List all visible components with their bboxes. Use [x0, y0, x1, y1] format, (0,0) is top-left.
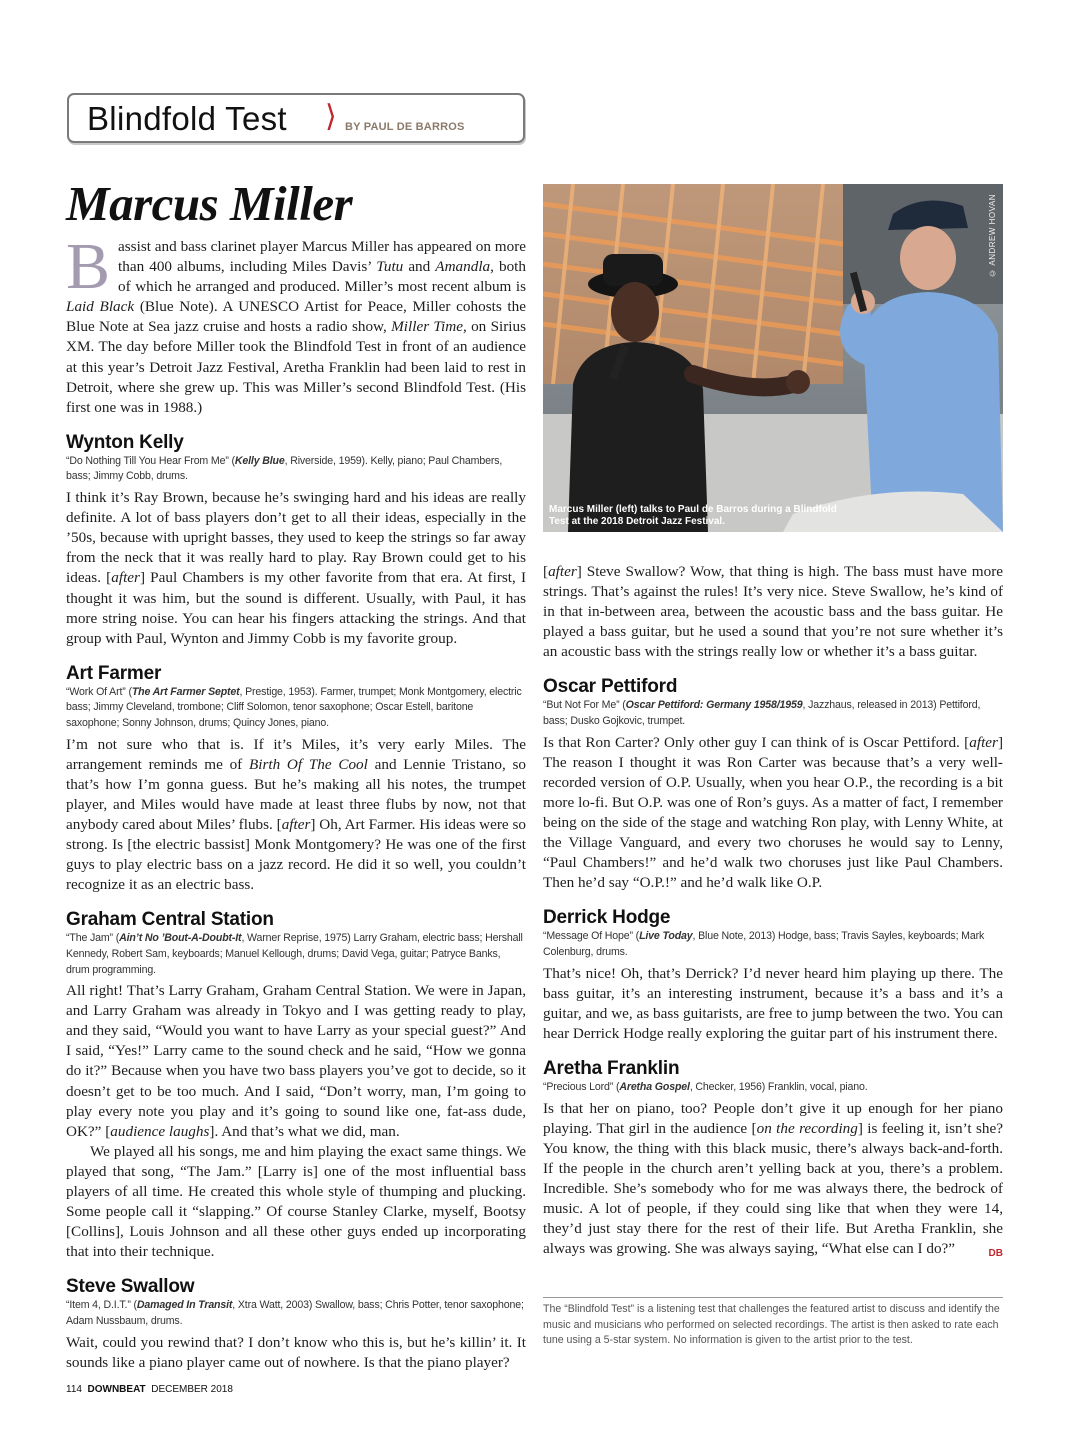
- recording-credit: “But Not For Me” (Oscar Pettiford: Germany 1958/1959, Jazzhaus, released in 2013) Pettiford, bass; Dusko Gojkovic, trumpet.: [543, 699, 981, 728]
- section-heading: Art Farmer: [66, 662, 162, 684]
- end-mark: DB: [988, 1248, 1003, 1260]
- section-title: Blindfold Test: [87, 100, 287, 137]
- review-section: [543, 907, 1003, 1044]
- article-photo: [543, 184, 1003, 532]
- review-section: [66, 432, 526, 649]
- body-paragraph: That’s nice! Oh, that’s Derrick? I’d never heard him playing up there. The bass guitar, it’s an interesting instrument, because it’s a bass and it’s a guitar, and we, as bass guitarists, are free to jump between the two. You can hear Derrick Hodge really exploring the guitar part of his instrument there.: [543, 964, 1003, 1042]
- section-heading: Steve Swallow: [66, 1276, 195, 1298]
- body-paragraph: We played all his songs, me and him playing the exact same things. We played that song, “The Jam.” [Larry is] one of the most influential bass players of all time. He created this whole style of thumping and plucking. Some people call it “slapping.” Of course Stanley Clarke, myself, Bootsy [Collins], Louis Johnson and all these other guys ended up incorporating that into their technique.: [66, 1142, 526, 1261]
- body-paragraph: I think it’s Ray Brown, because he’s swinging hard and his ideas are really definite. A lot of bass players don’t get to all their ideas, especially in the ’50s, because with upright basses, they used to keep the strings so far away from the neck that it was really hard to play. Ray Brown could get to his ideas. [after] Paul Chambers is my other favorite from that era. At first, I thought it was him, but the sound is different. Usually, with Paul, it has more string noise. You can hear his fingers attacking the strings. And that group with Paul, Wynton and Jimmy Cobb is my favorite group.: [66, 489, 527, 647]
- intro-paragraph: [66, 230, 527, 418]
- review-section: [66, 663, 526, 896]
- photo-caption: Marcus Miller (left) talks to Paul de Barros during a Blindfold Test at the 2018 Detroit Jazz Festival.: [549, 504, 837, 527]
- right-column: [543, 562, 1003, 1264]
- section-heading: Oscar Pettiford: [543, 676, 678, 698]
- left-sections: [66, 432, 526, 1373]
- photo-credit: © ANDREW HOVAN: [988, 194, 997, 278]
- intro-text: assist and bass clarinet player Marcus Miller has appeared on more than 400 albums, including Miles Davis’ Tutu and Amandla, both of which he arranged and produced. Miller’s most recent album is Laid Black (Blue Note). A UNESCO Artist for Peace, Miller cohosts the Blue Note at Sea jazz cruise and hosts a radio show, Miller Time, on Sirius XM. The day before Miller took the Blindfold Test in front of an audience at this year’s Detroit Jazz Festival, Aretha Franklin had been laid to rest in Detroit, where she grew up. This was Miller’s second Blindfold Test. (His first one was in 1988.): [66, 238, 527, 416]
- magazine-name: DOWNBEAT: [87, 1384, 146, 1395]
- recording-credit: “Do Nothing Till You Hear From Me” (Kelly Blue, Riverside, 1959). Kelly, piano; Paul Chambers, bass; Jimmy Cobb, drums.: [66, 454, 503, 483]
- section-heading: Aretha Franklin: [543, 1057, 680, 1079]
- recording-credit: “Precious Lord” (Aretha Gospel, Checker, 1956) Franklin, vocal, piano.: [543, 1080, 868, 1093]
- body-paragraph: Is that her on piano, too? People don’t give it up enough for her piano playing. That girl in the audience [on the recording] is feeling it, isn’t she? You know, the thing with this black music, there’s always back-and-forth. If the people in the church aren’t yelling back at you, there’s a problem. Incredible. She’s somebody who for me was always there, the bedrock of music. A lot of people, if they could sing like that when they were 14, they’d just stay there for the rest of their life. But Aretha Franklin, she always was growing. She was always saying, “What else can I do?” DB: [543, 1099, 1003, 1260]
- review-section: [543, 676, 1003, 893]
- recording-credit: “Item 4, D.I.T.” (Damaged In Transit, Xtra Watt, 2003) Swallow, bass; Chris Potter, tenor saxophone; Adam Nussbaum, drums.: [66, 1299, 524, 1327]
- section-header: [67, 93, 525, 143]
- byline: BY PAUL DE BARROS: [345, 121, 465, 133]
- section-heading: Graham Central Station: [66, 909, 274, 931]
- dropcap: B: [66, 230, 111, 303]
- blindfold-test-note: The “Blindfold Test” is a listening test that challenges the featured artist to discuss and identify the music and musicians who performed on selected recordings. The artist is then asked to rate each tune using a 5-star system. No information is given to the artist prior to the test.: [543, 1297, 1003, 1349]
- body-paragraph: Is that Ron Carter? Only other guy I can think of is Oscar Pettiford. [after] The reason I thought it was Ron Carter was because that’s a very well-recorded version of O.P. Usually, when you hear O.P., the recording is a bit more lo-fi. But O.P. was one of Ron’s guys. As a matter of fact, I remember being on the side of the stage and watching Ron play, with Lenny White, at the Village Vanguard, and every two choruses he would say to Lenny, “Paul Chambers!” and he’d walk two choruses just like Paul Chambers. Then he’d say “O.P.!” and he’d walk like O.P.: [543, 733, 1003, 892]
- chevron-right-icon: ⟩: [325, 100, 337, 133]
- section-heading: Derrick Hodge: [543, 907, 671, 929]
- review-section: [543, 1058, 1003, 1259]
- recording-credit: “The Jam” (Ain’t No ’Bout-A-Doubt-It, Warner Reprise, 1975) Larry Graham, electric bass; Hershall Kennedy, Robert Sam, keyboards; Manuel Kellough, drums; David Vega, guitar; Patryce Banks, drum programming.: [66, 932, 523, 976]
- issue-date: DECEMBER 2018: [151, 1384, 233, 1395]
- swallow-continued: [after] Steve Swallow? Wow, that thing is high. The bass must have more strings. That’s against the rules! It’s very nice. Steve Swallow, he’s kind of in that in-between area, between the acoustic bass and the bass guitar. He played a bass guitar, but he used a sound that you’re not sure whether it’s an acoustic bass with the strings really low or whether it’s a bass guitar.: [543, 563, 1003, 661]
- article-title: Marcus Miller: [66, 176, 353, 231]
- right-sections: [543, 676, 1003, 1259]
- photo-image: [543, 184, 1003, 532]
- left-column: [66, 176, 526, 1373]
- review-section: [66, 1276, 526, 1372]
- body-paragraph: I’m not sure who that is. If it’s Miles, it’s very early Miles. The arrangement reminds me of Birth Of The Cool and Lennie Tristano, so that’s how I’m gonna guess. But he’s making all his notes, the trumpet player, and Miles would have made at least three flubs by now, not that anybody cared about Miles’ flubs. [after] Oh, Art Farmer. His ideas were so strong. Is [the electric bassist] Monk Montgomery? He was one of the first guys to play electric bass on a jazz record. He did it so well, you couldn’t recognize it as an electric bass.: [66, 735, 526, 894]
- page-number: 114: [66, 1384, 82, 1395]
- body-paragraph: All right! That’s Larry Graham, Graham Central Station. We were in Japan, and Larry Graham was already in Tokyo and I was getting ready to play, and they said, “Would you want to have Larry as your special guest?” And I said, “Yes!” Larry came to the sound check and he said, “How we gonna do it?” Because when you have two bass players you’ve got to decide, so it doesn’t get to be too much. And I said, “Don’t worry, man, I’m going to play every note you play and it’s going to sound like one, fat-ass dude, OK?” [audience laughs]. And that’s what we did, man.: [66, 982, 526, 1140]
- recording-credit: “Message Of Hope” (Live Today, Blue Note, 2013) Hodge, bass; Travis Sayles, keyboards; Mark Colenburg, drums.: [543, 930, 985, 958]
- recording-credit: “Work Of Art” (The Art Farmer Septet, Prestige, 1953). Farmer, trumpet; Monk Montgomery, electric bass; Jimmy Cleveland, trombone; Cliff Solomon, tenor saxophone; Oscar Estell, baritone saxophone; Sonny Johnson, drums; Quincy Jones, piano.: [66, 685, 522, 729]
- folio: [66, 1384, 233, 1395]
- review-section: [66, 909, 526, 1262]
- body-paragraph: Wait, could you rewind that? I don’t know who this is, but he’s killin’ it. It sounds like a piano player came out of nowhere. Is that the piano player?: [66, 1333, 526, 1371]
- section-heading: Wynton Kelly: [66, 431, 184, 453]
